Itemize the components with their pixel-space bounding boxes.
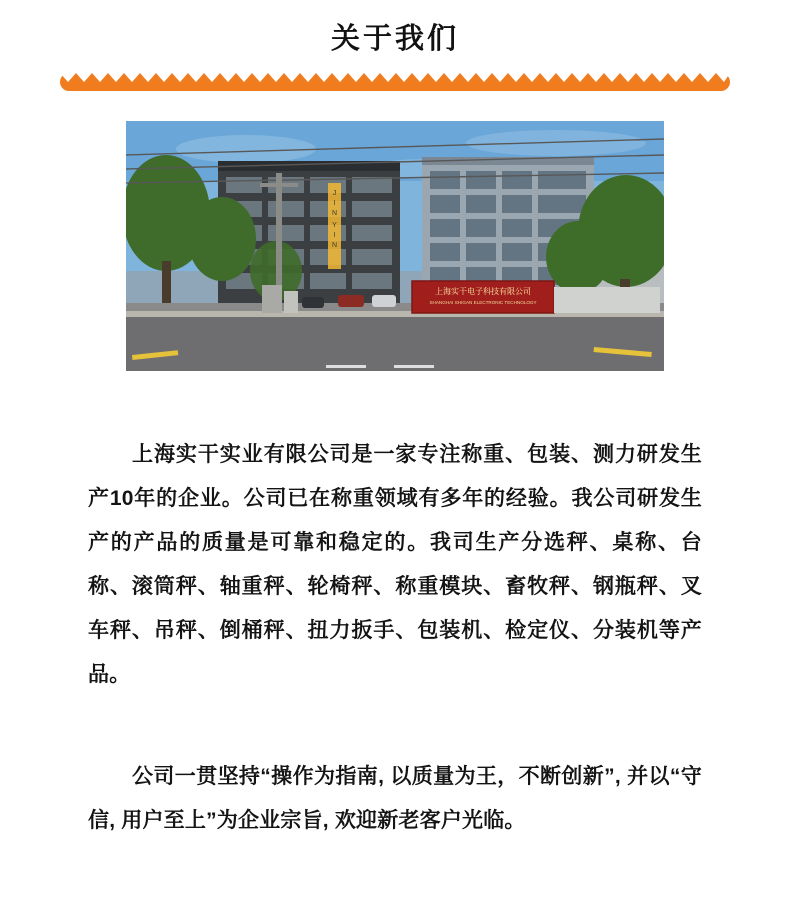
svg-text:I: I <box>333 199 336 207</box>
page-header <box>0 0 790 57</box>
divider-zigzag-icon <box>60 73 730 91</box>
svg-text:上海实干电子科技有限公司: 上海实干电子科技有限公司 <box>435 286 531 296</box>
decorative-divider <box>60 73 730 91</box>
svg-text:I: I <box>333 231 336 239</box>
building-photo-illustration <box>126 121 664 371</box>
company-building-photo <box>126 121 664 371</box>
svg-text:N: N <box>331 241 338 249</box>
about-paragraph-1: 上海实干实业有限公司是一家专注称重、包装、测力研发生产10年的企业。公司已在称重领域有多年的经验。我公司研发生产的产品的质量是可靠和稳定的。我司生产分选秤、桌称、台称、滚筒秤、轴重秤、轮椅秤、称重模块、畜牧秤、钢瓶秤、叉车秤、吊秤、倒桶秤、扭力扳手、包装机、检定仪、分装机等产品。 <box>88 442 702 686</box>
svg-text:N: N <box>331 209 338 217</box>
svg-text:SHANGHAI SHIGAN ELECTRONIC TEC: SHANGHAI SHIGAN ELECTRONIC TECHNOLOGY <box>429 299 537 305</box>
about-body <box>0 433 790 843</box>
svg-text:J: J <box>332 189 337 197</box>
company-sign <box>412 281 554 313</box>
page-title: 关于我们 <box>330 23 459 55</box>
about-paragraph-2: 公司一贯坚持“操作为指南, 以质量为王，不断创新”, 并以“守信, 用户至上”为企业宗旨, 欢迎新老客户光临。 <box>88 764 702 832</box>
svg-text:Y: Y <box>332 221 337 229</box>
